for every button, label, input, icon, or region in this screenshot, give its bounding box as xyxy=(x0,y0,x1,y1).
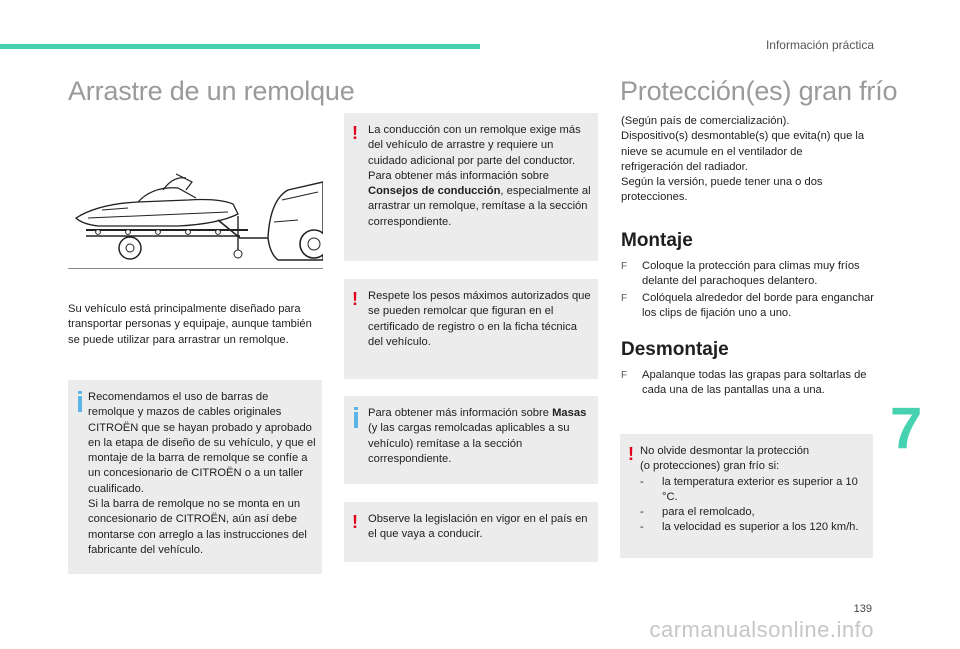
page-number: 139 xyxy=(853,603,872,615)
towing-title: Arrastre de un remolque xyxy=(68,76,355,106)
info-box-masses-text xyxy=(368,406,592,467)
warning-icon: ! xyxy=(352,512,358,532)
warning-driving-bold: Consejos de conducción xyxy=(368,185,501,198)
info-masses-post: (y las cargas remolcadas aplicables a su vehículo) remítase a la sección correspondiente. xyxy=(368,422,570,465)
header-accent-bar xyxy=(0,44,480,49)
warning-driving-post: , especialmente al arrastrar un remolque, remítase a la sección correspondiente. xyxy=(368,185,591,228)
cold-protection-intro: (Según país de comercialización). Dispositivo(s) desmontable(s) que evita(n) que la nieve se acumule en el ventilador de refrigeración del radiador. Según la versión, puede tener una o dos protecciones. xyxy=(621,115,865,204)
info-icon xyxy=(354,412,358,428)
list-item-text: la temperatura exterior es superior a 10 °C. xyxy=(662,475,858,503)
warning-box-legislation-text: Observe la legislación en vigor en el país en el que vaya a conducir. xyxy=(368,513,588,541)
warning-icon: ! xyxy=(352,289,358,309)
warning-icon: ! xyxy=(628,444,634,464)
montaje-step-2-text: Colóquela alrededor del borde para enganchar los clips de fijación uno a uno. xyxy=(642,292,874,320)
chapter-number: 7 xyxy=(890,396,923,461)
dash-marker: - xyxy=(640,475,644,488)
cold-protection-title: Protección(es) gran frío xyxy=(620,76,898,106)
dash-marker: - xyxy=(640,521,644,534)
info-box-tow-bars xyxy=(68,380,322,574)
montaje-step-1-text: Coloque la protección para climas muy fríos delante del parachoques delantero. xyxy=(642,260,860,288)
warning-box-remove-protection xyxy=(620,434,873,558)
list-item-text: la velocidad es superior a los 120 km/h. xyxy=(662,521,859,534)
watermark: carmanualsonline.info xyxy=(649,617,874,642)
list-item xyxy=(640,475,867,506)
section-header: Información práctica xyxy=(765,38,874,52)
towing-intro xyxy=(68,302,318,348)
warning-remove-intro: No olvide desmontar la protección (o protecciones) gran frío si: xyxy=(640,445,810,473)
illustration-underline xyxy=(68,268,323,269)
warning-box-legislation xyxy=(344,502,598,562)
warning-icon: ! xyxy=(352,123,358,143)
info-masses-pre: Para obtener más información sobre xyxy=(368,407,553,419)
warning-box-weights-text: Respete los pesos máximos autorizados que se pueden remolcar que figuran en el certificado de registro o en la ficha técnica del vehículo. xyxy=(368,290,591,348)
info-icon xyxy=(78,396,82,412)
warning-box-driving xyxy=(344,113,598,261)
info-box-tow-bars-text: Recomendamos el uso de barras de remolque y mazos de cables originales CITROËN que se hayan probado y aprobado en la etapa de diseño de su vehículo, y que el montaje de la barra de remolque se confíe a un concesionario de CITROËN o a un taller cualificado. Si la barra de remolque no se monta en un concesionario de CITROËN, aún así debe montarse con arreglo a las instrucciones del fabricante del vehículo. xyxy=(88,391,316,556)
list-item xyxy=(640,520,867,535)
list-item-text: para el remolcado, xyxy=(662,506,755,519)
info-box-masses xyxy=(344,396,598,484)
warning-box-weights xyxy=(344,279,598,379)
desmontaje-heading: Desmontaje xyxy=(621,339,729,360)
warning-driving-pre: La conducción con un remolque exige más del vehículo de arrastre y requiere un cuidado adicional por parte del conductor. Para obtener más información sobre xyxy=(368,124,581,182)
towing-intro-text: Su vehículo está principalmente diseñado para transportar personas y equipaje, aunque también se puede utilizar para arrastrar un remolque. xyxy=(68,303,312,346)
dash-marker: - xyxy=(640,506,644,519)
desmontaje-step-1-text: Apalanque todas las grapas para soltarlas de cada una de las pantallas una a una. xyxy=(642,369,867,397)
bullet-flag-icon: F xyxy=(621,370,628,381)
warning-box-remove-protection-text xyxy=(640,444,867,536)
list-item xyxy=(640,505,867,520)
montaje-heading: Montaje xyxy=(621,230,693,251)
info-masses-bold: Masas xyxy=(552,407,587,419)
bullet-flag-icon: F xyxy=(621,261,628,272)
bullet-flag-icon: F xyxy=(621,293,628,304)
car-towing-jet-ski-trailer-illustration xyxy=(68,160,323,268)
warning-box-driving-text xyxy=(368,123,592,230)
